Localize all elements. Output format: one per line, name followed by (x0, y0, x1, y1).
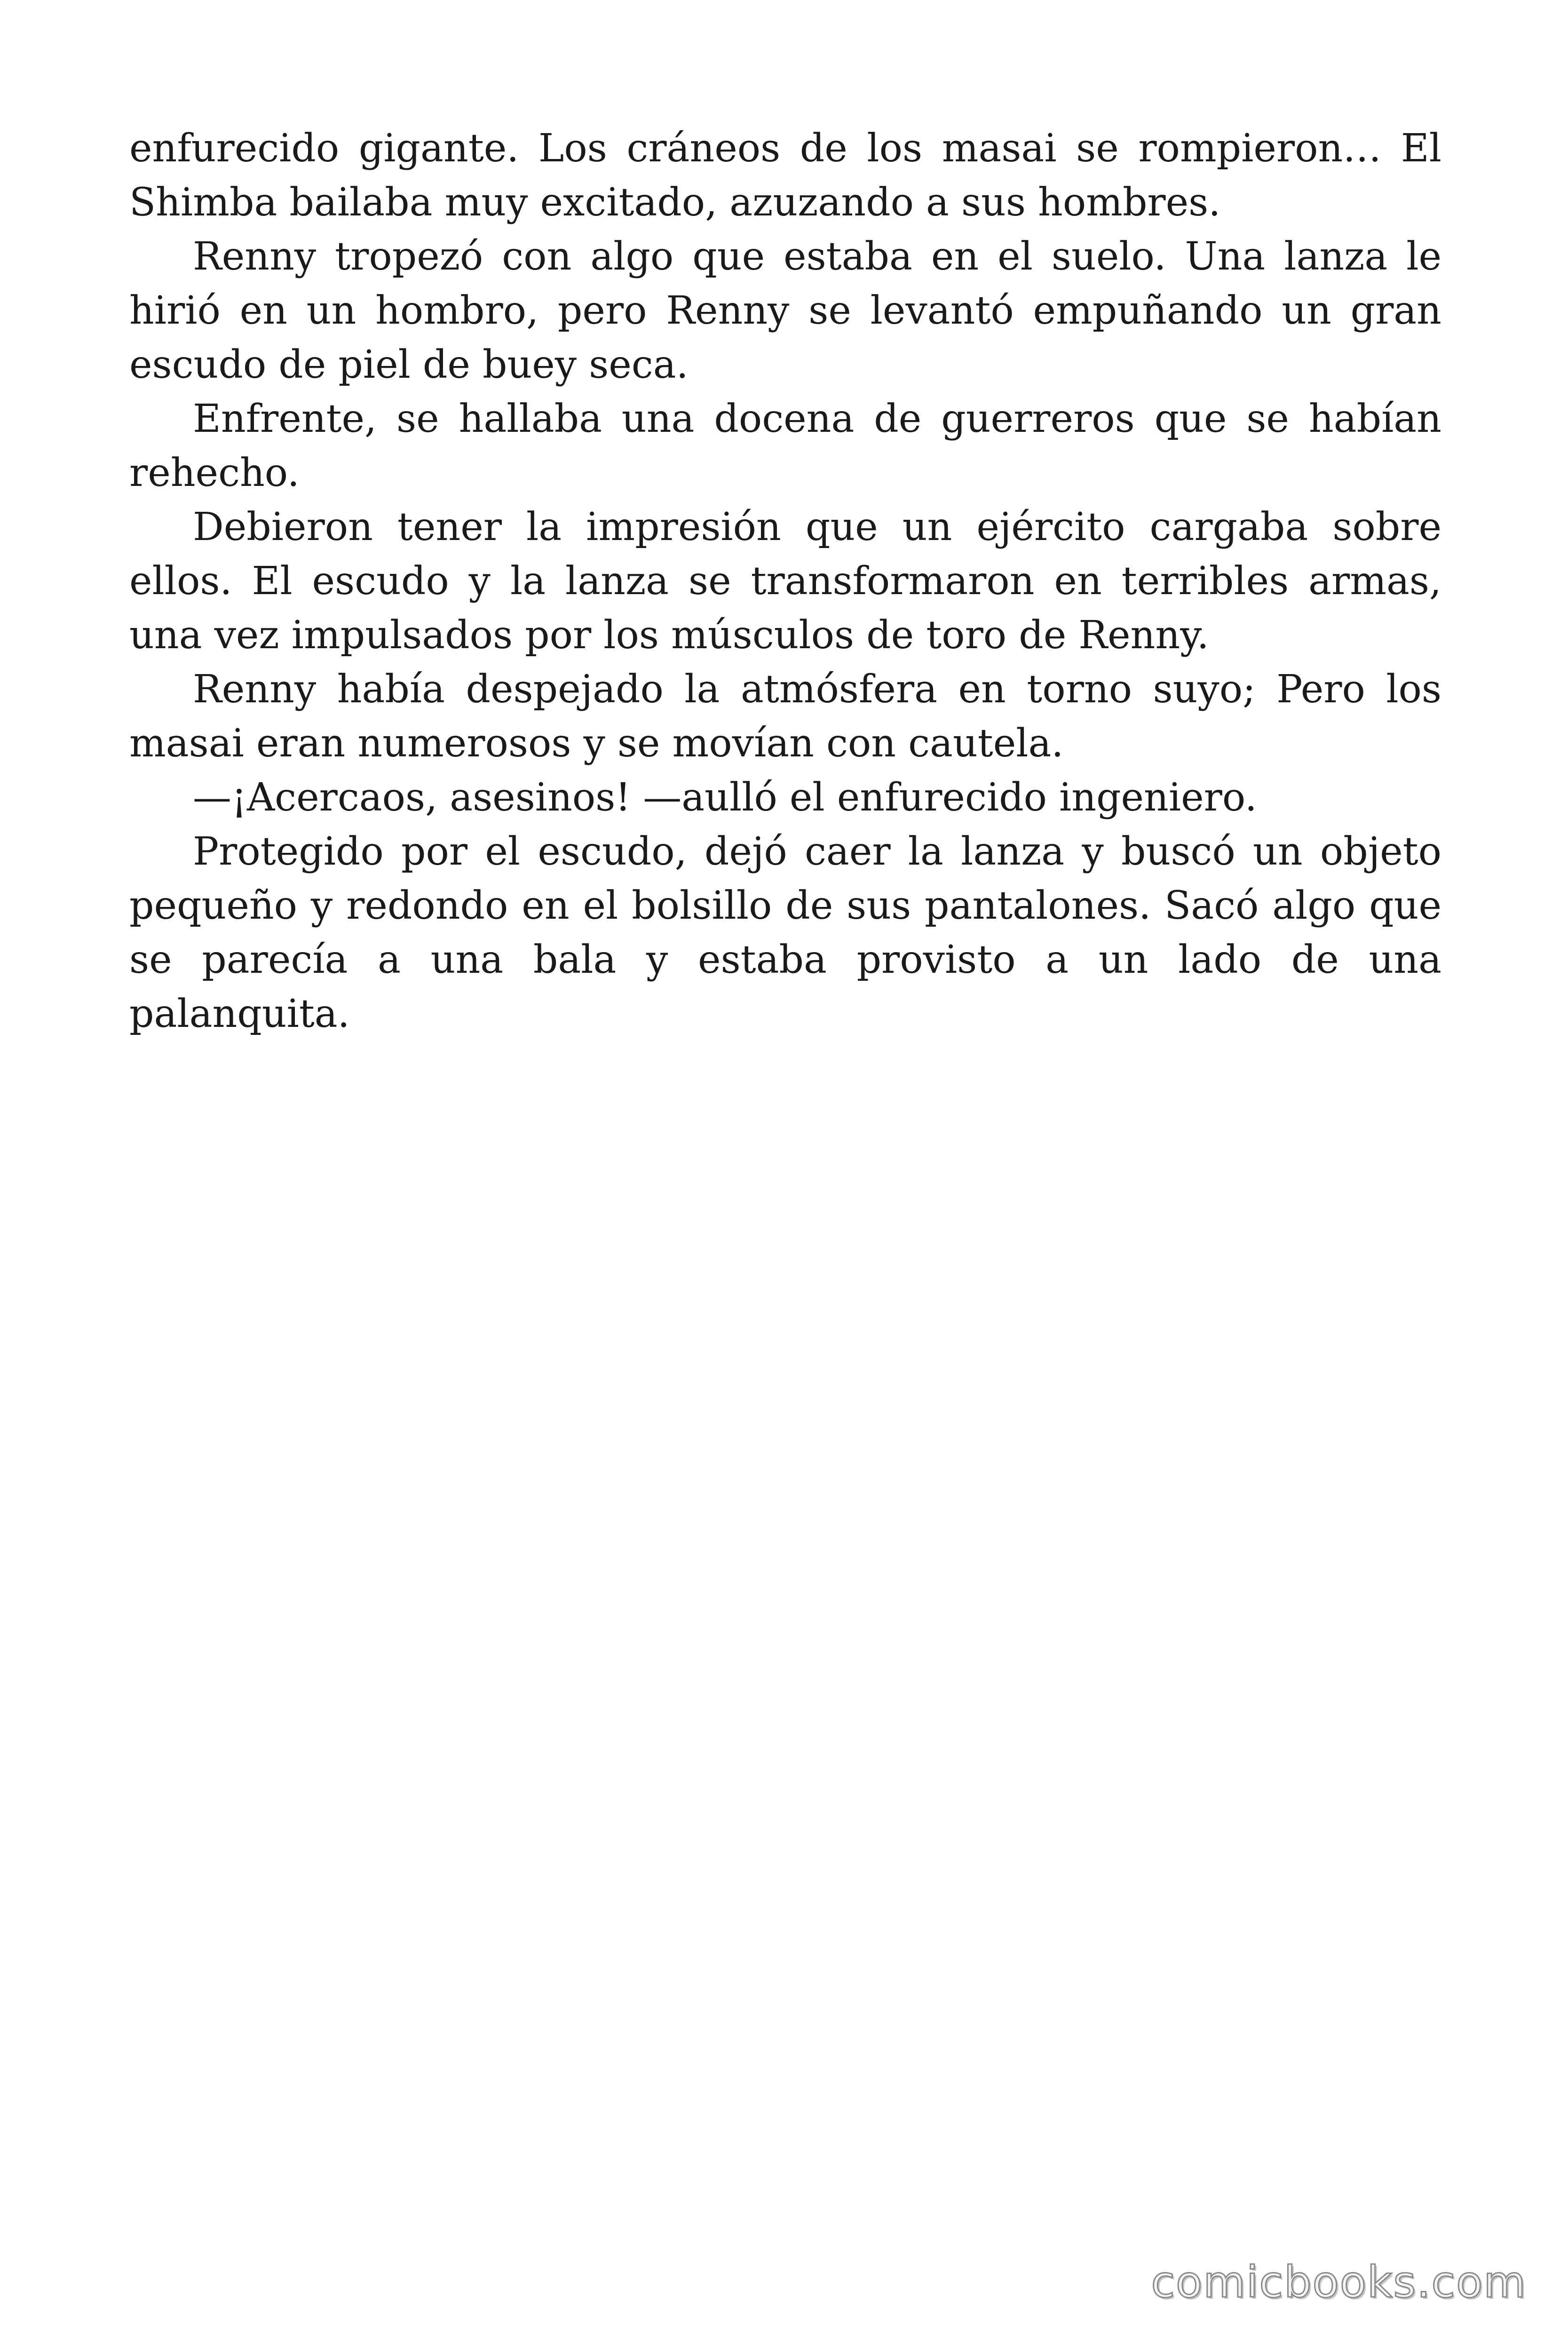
paragraph: Renny había despejado la atmósfera en torno suyo; Pero los masai eran numerosos y se movían con cautela. (129, 667, 1441, 766)
paragraph: —¡Acercaos, asesinos! —aulló el enfurecido ingeniero. (193, 775, 1257, 820)
paragraph: Renny tropezó con algo que estaba en el suelo. Una lanza le hirió en un hombro, pero Renny se levantó empuñando un gran escudo de piel de buey seca. (129, 234, 1441, 387)
watermark: comicbooks.com (1151, 2257, 1527, 2307)
paragraph: Protegido por el escudo, dejó caer la lanza y buscó un objeto pequeño y redondo en el bolsillo de sus pantalones. Sacó algo que se parecía a una bala y estaba provisto a un lado de una palanquita. (129, 829, 1441, 1036)
paragraph: Debieron tener la impresión que un ejército cargaba sobre ellos. El escudo y la lanza se transformaron en terribles armas, una vez impulsados por los músculos de toro de Renny. (129, 505, 1441, 658)
paragraph: Enfrente, se hallaba una docena de guerreros que se habían rehecho. (129, 397, 1441, 495)
paragraph: enfurecido gigante. Los cráneos de los masai se rompieron… El Shimba bailaba muy excitado, azuzando a sus hombres. (129, 126, 1441, 225)
body-text (129, 121, 1441, 1041)
